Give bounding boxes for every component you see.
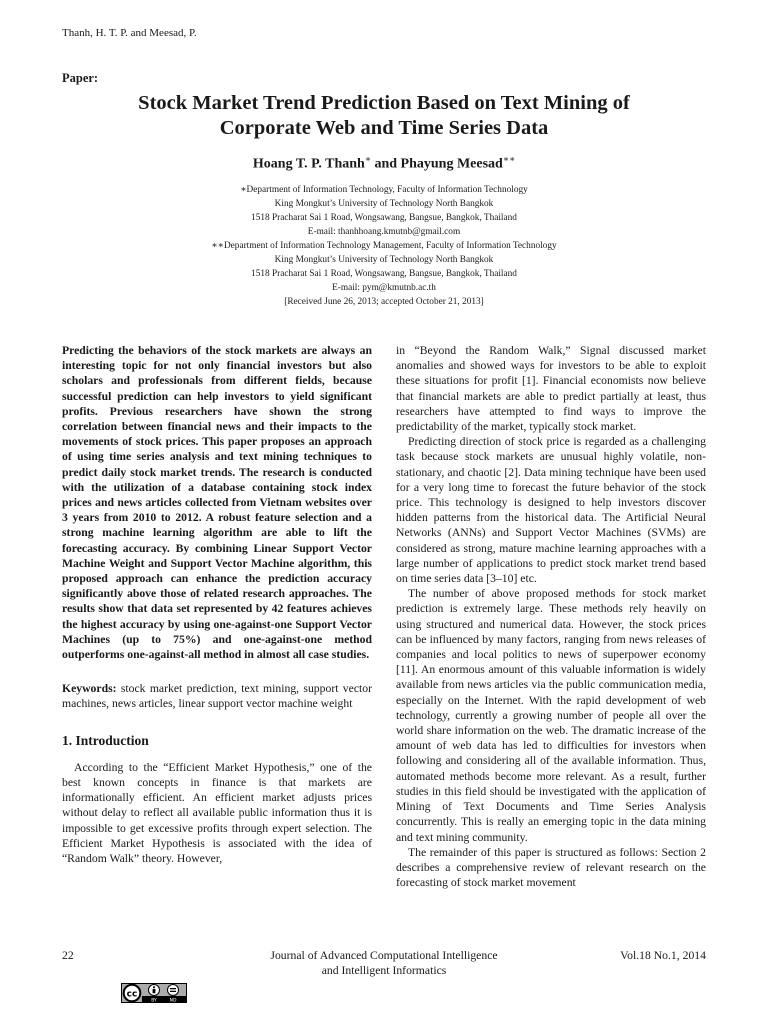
right-column [396,343,706,890]
title-line: Stock Market Trend Prediction Based on Text Mining of [138,92,630,114]
body-paragraph: Predicting direction of stock price is regarded as a challenging task because stock markets are unusual highly volatile, non-stationary, and chaotic [2]. Data mining technique have been used for a very long time to forecast the future behavior of the stock price. This technology is designed to help investors discover hidden patterns from the historical data. The Artificial Neural Networks (ANNs) and Support Vector Machines (SVMs) are considered as strong, mature machine learning approaches with a large number of applications to predict stock market trend based on time series data [3–10] etc. [396,435,706,586]
affiliation-line: King Mongkut’s University of Technology North Bangkok [274,255,494,265]
body-paragraph: in “Beyond the Random Walk,” Signal discussed market anomalies and showed ways for investors to be able to exploit these situations for profit [1]. Financial economists now believe that financial markets are able to predict partially at least, thus researchers have attempted to find ways to improve the predictability of the market, typically stock market. [396,344,706,434]
journal-name [230,948,538,978]
nd-text: ND [169,998,177,1003]
volume-info: Vol.18 No.1, 2014 [620,949,706,962]
affiliation-line: King Mongkut’s University of Technology North Bangkok [274,199,494,209]
by-text: BY [151,998,157,1003]
section-heading: 1. Introduction [62,732,149,748]
journal-line: Journal of Advanced Computational Intelligence [270,949,498,962]
authors [62,154,706,173]
left-column [62,343,372,866]
page-number: 22 [62,949,74,962]
body-paragraph: The number of above proposed methods for stock market prediction is extremely large. These methods rely heavily on using structured and numerical data. However, the stock prices can be influenced by many factors, ranging from news releases of companies and local politics to news of superpower economy [11]. An enormous amount of this valuable information is widely available from news articles via the public communication media, especially on the Internet. With the rapid development of web technology, currently a growing number of people all over the world share information on the web. The dramatic increase of the amount of web data has led to difficulties for investors when following and considering all of the available information. Thus, automated methods become more relevant. As a result, further studies in this field should be investigated with the application of Mining of Text Documents and Time Series Analysis concurrently. This is really an emerging topic in the data mining and text mining community. [396,587,706,844]
paper-title [62,91,706,141]
journal-line: and Intelligent Informatics [321,964,447,977]
running-head: Thanh, H. T. P. and Meesad, P. [62,27,197,39]
email-line: E-mail: thanhhoang.kmutnb@gmail.com [307,227,461,237]
affiliation-line: ∗Department of Information Technology, Faculty of Information Technology [240,185,528,195]
title-line: Corporate Web and Time Series Data [219,117,549,139]
keywords-label: Keywords: [62,682,117,696]
received-line: [Received June 26, 2013; accepted October 21, 2013] [284,297,484,307]
author-name: Hoang T. P. Thanh [252,156,365,172]
keywords [62,681,372,711]
affiliation-line: 1518 Pracharat Sai 1 Road, Wongsawang, Bangsue, Bangkok, Thailand [251,269,517,279]
author-mark: ∗ [364,154,371,164]
paper-label: Paper: [62,71,99,85]
creative-commons-by-nd-icon [121,983,187,1003]
email-line: E-mail: pym@kmutnb.ac.th [332,283,436,293]
keywords-text: stock market prediction, text mining, support vector machines, news articles, linear support vector machine weight [62,682,372,711]
cc-text: cc [126,989,138,1000]
affiliation-line: 1518 Pracharat Sai 1 Road, Wongsawang, Bangsue, Bangkok, Thailand [251,213,517,223]
abstract: Predicting the behaviors of the stock markets are always an interesting topic for not only financial investors but also scholars and professionals from different fields, because successful prediction can help investors to yield significant profits. Previous researchers have shown the strong correlation between financial news and their impacts to the movements of stock prices. This paper proposes an approach of using time series analysis and text mining techniques to predict daily stock market trends. The research is conducted with the utilization of a database containing stock index prices and news articles collected from Vietnam websites over 3 years from 2010 to 2012. A robust feature selection and a strong machine learning algorithm are able to lift the forecasting accuracy. By combining Linear Support Vector Machine Weight and Support Vector Machine algorithm, this proposed approach can enhance the prediction accuracy significantly above those of related research approaches. The results show that data set represented by 42 features achieves the highest accuracy by using one-against-one Support Vector Machines (up to 75%) and one-against-one method outperforms one-against-all method in almost all case studies. [62,344,372,662]
body-paragraph: The remainder of this paper is structured as follows: Section 2 describes a comprehensive review of relevant research on the forecasting of stock market movement [396,845,706,890]
author-joiner: and [370,156,401,172]
affiliations [62,183,706,309]
body-paragraph: According to the “Efficient Market Hypothesis,” one of the best known concepts in finance is that markets are informationally efficient. An efficient market adjusts prices without delay to reflect all available public information thus it is impossible to get excessive profits through expert selection. The Efficient Market Hypothesis is associated with the idea of “Random Walk” theory. However, [62,760,372,866]
author-name: Phayung Meesad [400,156,503,172]
author-mark: ∗∗ [502,154,516,164]
affiliation-line: ∗∗Department of Information Technology Management, Faculty of Information Technology [211,241,557,251]
